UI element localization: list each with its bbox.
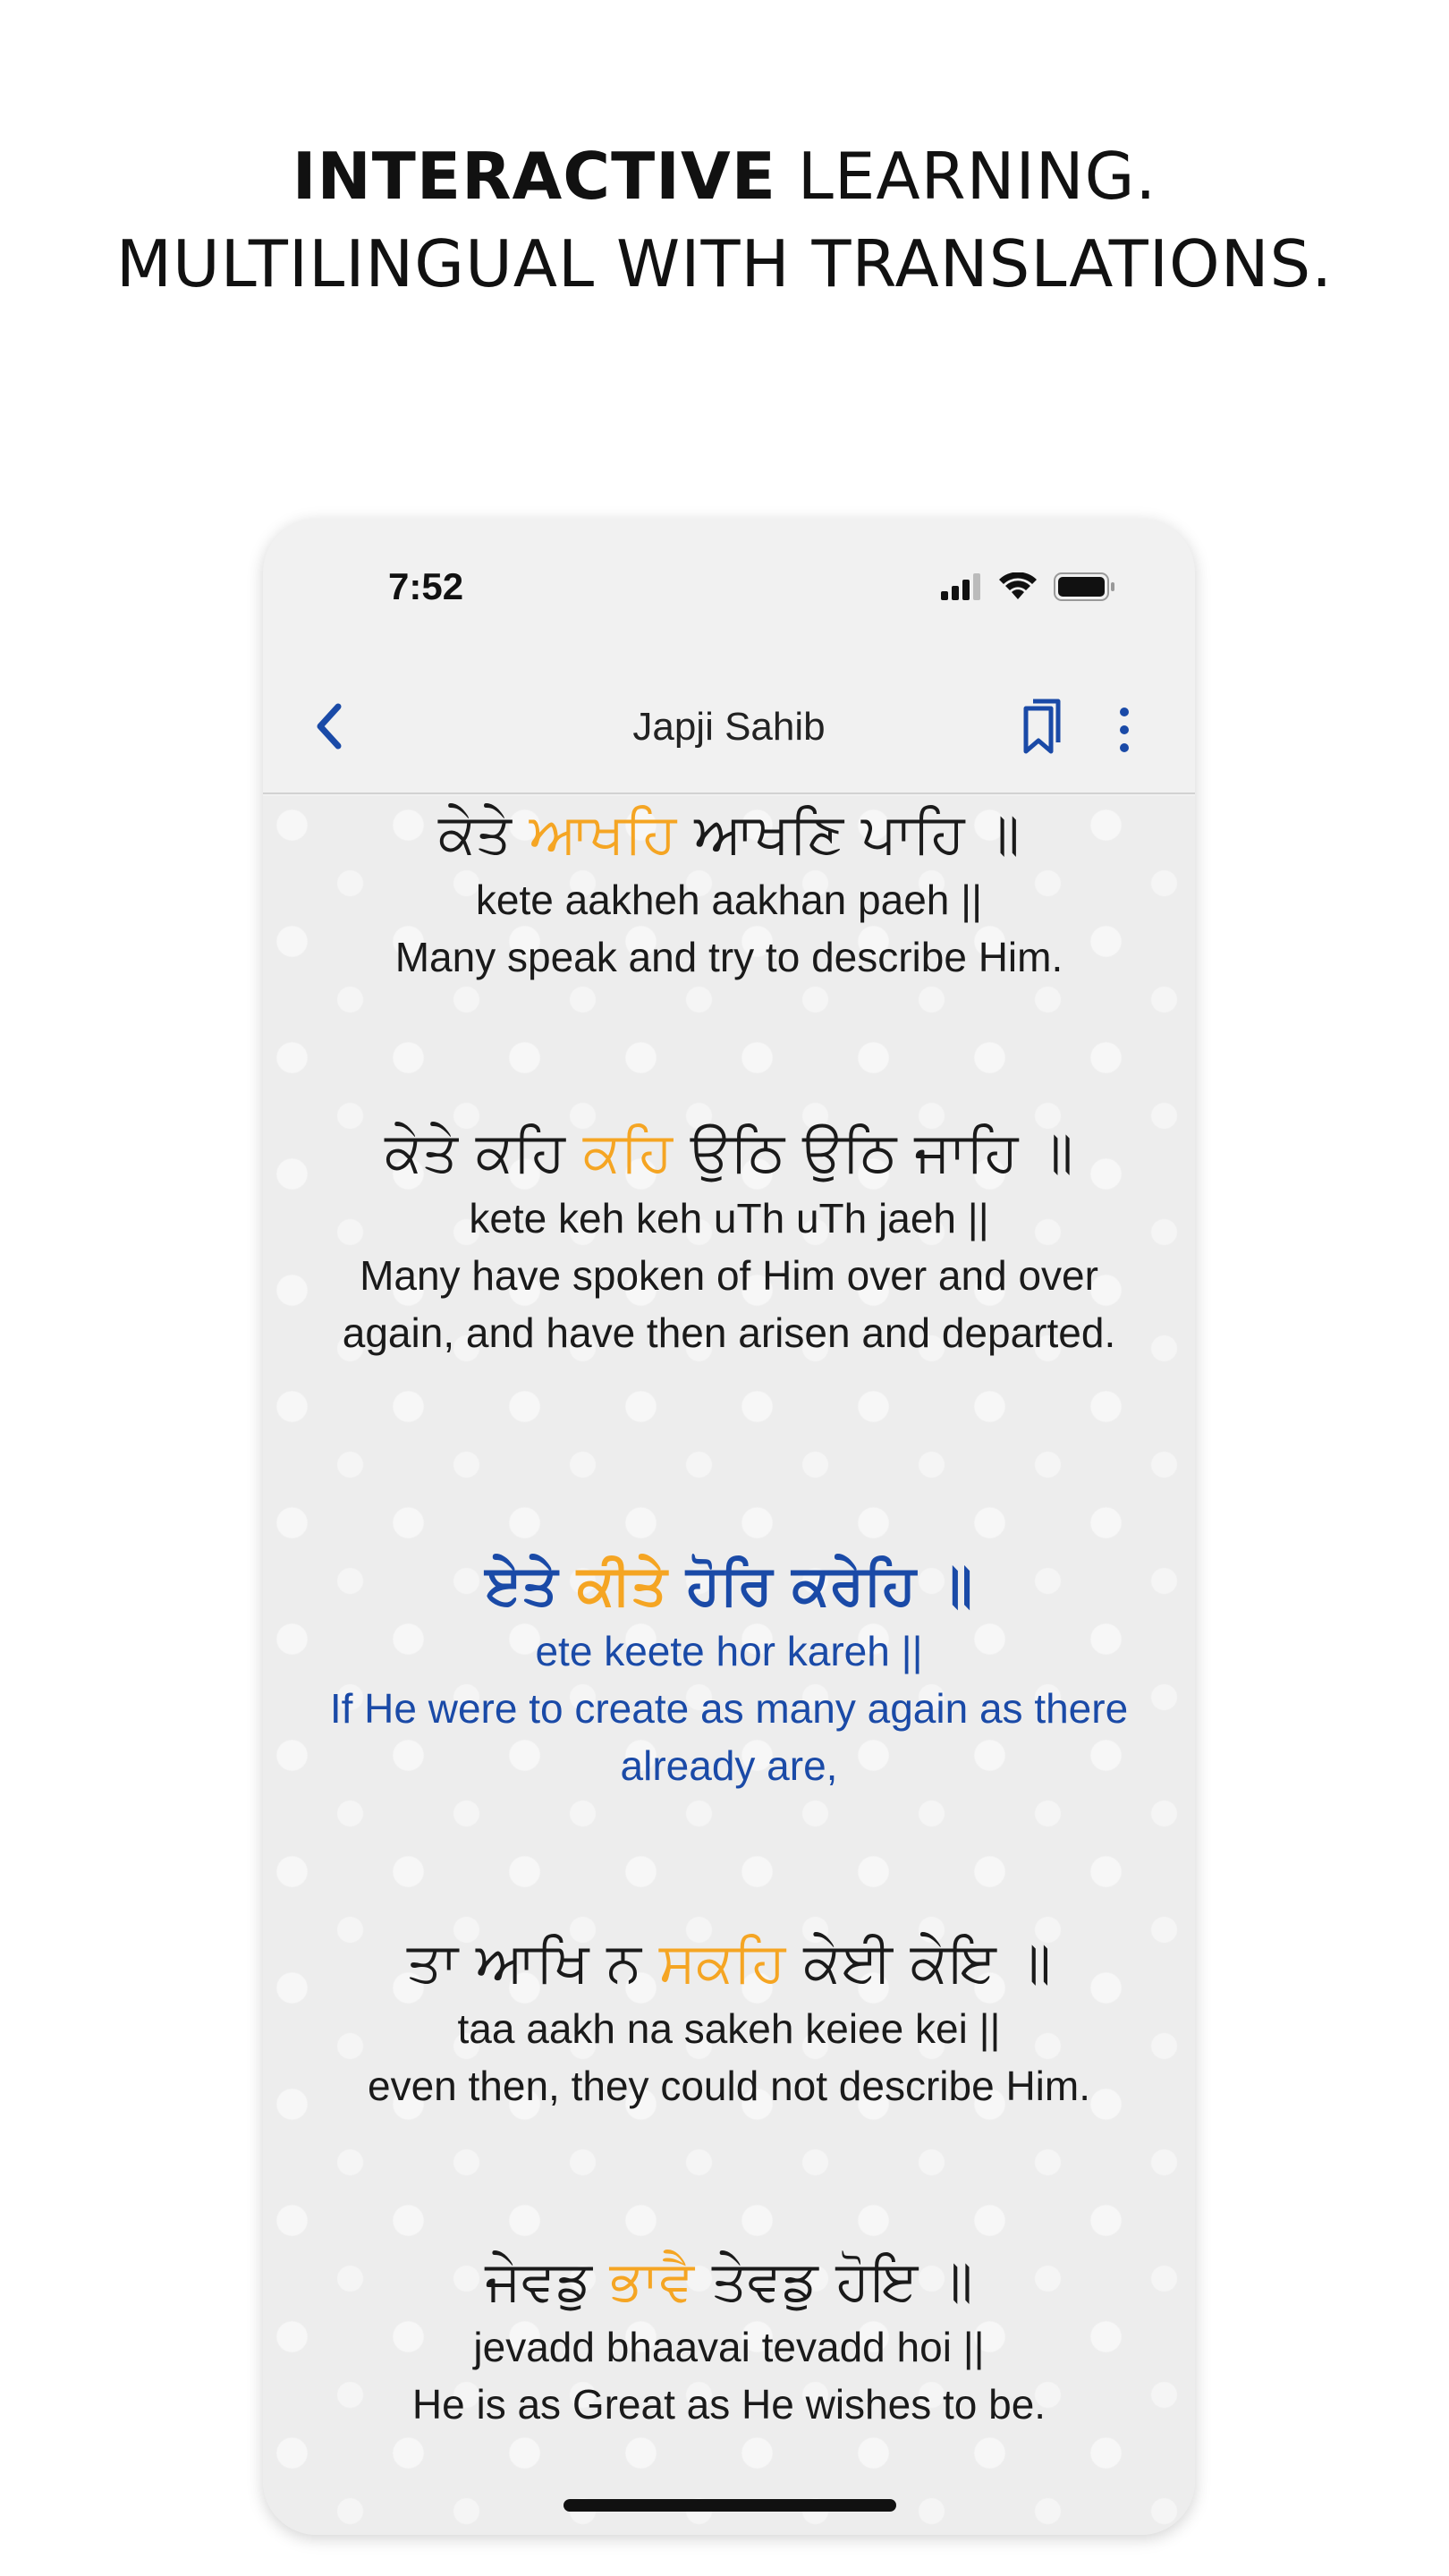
- verse-item[interactable]: [299, 1114, 1159, 1361]
- transliteration: taa aakh na sakeh keiee kei ||: [457, 2005, 1001, 2052]
- gurmukhi-text: ਜੇਵਡੁ: [485, 2248, 610, 2313]
- phone-frame: [263, 519, 1195, 2535]
- signal-icon: [941, 573, 982, 600]
- headline-line-2: MULTILINGUAL WITH TRANSLATIONS.: [115, 226, 1334, 301]
- status-icons: [941, 571, 1116, 603]
- battery-icon: [1054, 572, 1116, 602]
- gurmukhi-line: [299, 2243, 1159, 2318]
- nav-bar: [263, 653, 1195, 794]
- highlighted-word[interactable]: ਕੀਤੇ: [577, 1552, 667, 1617]
- gurmukhi-text: ਉਠਿ ਉਠਿ ਜਾਹਿ ॥: [673, 1119, 1073, 1184]
- gurmukhi-line: [299, 796, 1159, 871]
- transliteration: kete keh keh uTh uTh jaeh ||: [469, 1195, 989, 1241]
- headline-bold-text: INTERACTIVE: [292, 139, 776, 214]
- verse-item[interactable]: [299, 796, 1159, 986]
- translation: He is as Great as He wishes to be.: [411, 2381, 1046, 2428]
- translation: Many have spoken of Him over and over again, and have then arisen and departed.: [342, 1252, 1116, 1356]
- verse-item-active[interactable]: [299, 1547, 1159, 1794]
- verse-list[interactable]: [263, 796, 1195, 2535]
- verse-item[interactable]: [299, 2243, 1159, 2433]
- headline-line-1: [0, 132, 1449, 220]
- transliteration: ete keete hor kareh ||: [535, 1628, 923, 1674]
- more-vertical-icon: [1114, 703, 1134, 757]
- gurmukhi-line: [299, 1547, 1159, 1623]
- highlighted-word[interactable]: ਕਹਿ: [582, 1119, 674, 1184]
- gurmukhi-text: ਕੇਤੇ ਕਹਿ: [385, 1119, 583, 1184]
- transliteration: kete aakheh aakhan paeh ||: [475, 877, 983, 923]
- gurmukhi-line: [299, 1114, 1159, 1190]
- translation: If He were to create as many again as there already are,: [329, 1685, 1129, 1789]
- gurmukhi-line: [299, 1925, 1159, 2000]
- gurmukhi-text: ਕੇਤੇ: [437, 801, 530, 866]
- highlighted-word[interactable]: ਸਕਹਿ: [658, 1929, 786, 1995]
- status-bar: [263, 519, 1195, 653]
- more-options-button[interactable]: [1114, 703, 1134, 757]
- verse-item[interactable]: [299, 1925, 1159, 2114]
- page-title: Japji Sahib: [632, 705, 826, 749]
- gurmukhi-text: ਤੇਵਡੁ ਹੋਇ ॥: [694, 2248, 973, 2313]
- wifi-icon: [998, 572, 1038, 601]
- bookmark-icon: [1017, 696, 1065, 758]
- translation: even then, they could not describe Him.: [367, 2063, 1090, 2109]
- transliteration: jevadd bhaavai tevadd hoi ||: [473, 2324, 985, 2370]
- gurmukhi-text: ਆਖਣਿ ਪਾਹਿ ॥: [676, 801, 1021, 866]
- promo-headline: [0, 132, 1449, 308]
- status-time: 7:52: [388, 565, 464, 607]
- bookmark-button[interactable]: [1017, 696, 1065, 758]
- gurmukhi-text: ਤਾ ਆਖਿ ਨ: [406, 1929, 659, 1995]
- headline-rest-text: LEARNING.: [775, 139, 1157, 214]
- highlighted-word[interactable]: ਆਖਹਿ: [529, 801, 677, 866]
- home-indicator[interactable]: [564, 2499, 896, 2512]
- gurmukhi-text: ਕੇਈ ਕੇਇ ॥: [785, 1929, 1052, 1995]
- translation: Many speak and try to describe Him.: [394, 934, 1063, 980]
- gurmukhi-text: ਹੋਰਿ ਕਰੇਹਿ ॥: [666, 1552, 973, 1617]
- highlighted-word[interactable]: ਭਾਵੈ: [609, 2248, 695, 2313]
- gurmukhi-text: ਏਤੇ: [485, 1552, 578, 1617]
